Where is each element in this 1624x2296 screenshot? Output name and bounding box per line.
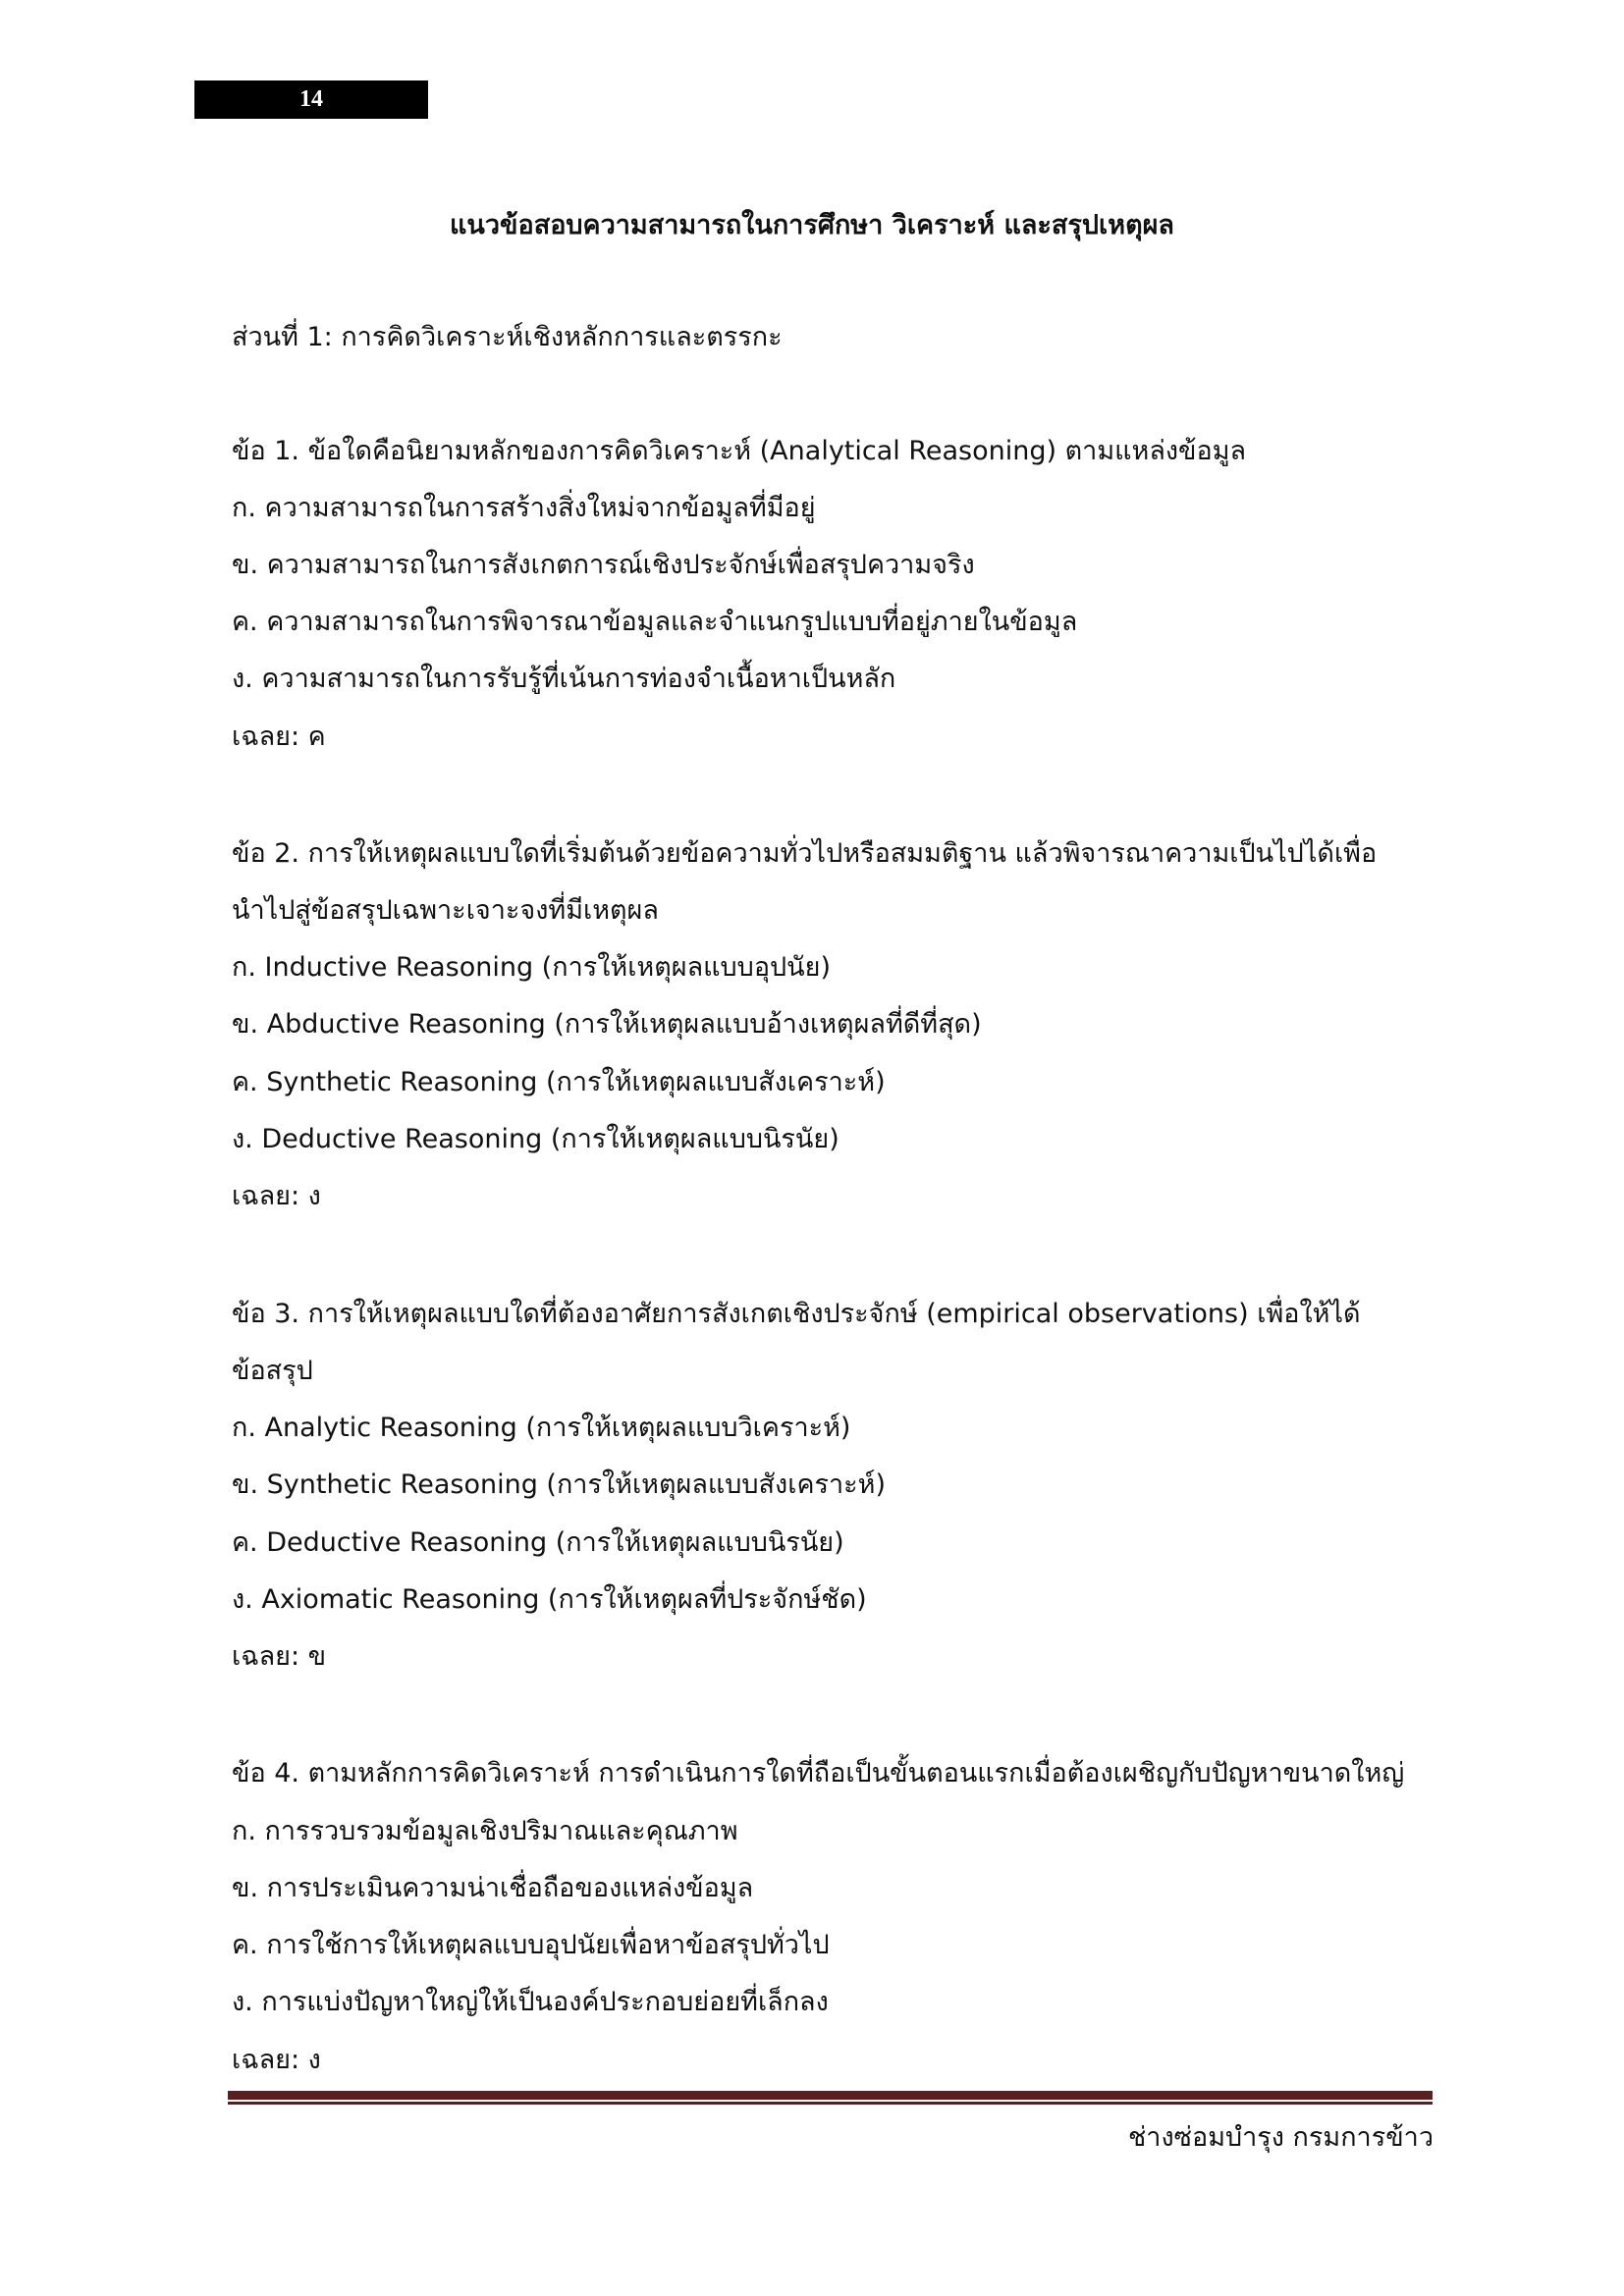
choice-a: ก. การรวบรวมข้อมูลเชิงปริมาณและคุณภาพ bbox=[232, 1816, 738, 1846]
choice-b: ข. Synthetic Reasoning (การให้เหตุผลแบบสังเคราะห์) bbox=[232, 1469, 886, 1500]
question-text: ข้อ 1. ข้อใดคือนิยามหลักของการคิดวิเคราะห์ (Analytical Reasoning) ตามแหล่งข้อมูล bbox=[232, 436, 1247, 466]
choice-b: ข. Abductive Reasoning (การให้เหตุผลแบบอ้างเหตุผลที่ดีที่สุด) bbox=[232, 1009, 982, 1040]
answer: เฉลย: ข bbox=[232, 1641, 327, 1672]
choice-c: ค. ความสามารถในการพิจารณาข้อมูลและจำแนกรูปแบบที่อยู่ภายในข้อมูล bbox=[232, 607, 1078, 637]
choice-a: ก. Inductive Reasoning (การให้เหตุผลแบบอุปนัย) bbox=[232, 952, 831, 983]
answer: เฉลย: ค bbox=[232, 721, 326, 752]
footer-organization: ช่างซ่อมบำรุง กรมการข้าว bbox=[1127, 2122, 1434, 2153]
choice-d: ง. ความสามารถในการรับรู้ที่เน้นการท่องจำเนื้อหาเป็นหลัก bbox=[232, 664, 896, 694]
choice-c: ค. การใช้การให้เหตุผลแบบอุปนัยเพื่อหาข้อสรุปทั่วไป bbox=[232, 1930, 830, 1960]
question-text: ข้อ 3. การให้เหตุผลแบบใดที่ต้องอาศัยการสังเกตเชิงประจักษ์ (empirical observations) เพื่อให้ได้ bbox=[232, 1299, 1361, 1329]
choice-d: ง. Deductive Reasoning (การให้เหตุผลแบบนิรนัย) bbox=[232, 1124, 839, 1154]
page-number: 14 bbox=[194, 80, 428, 119]
question-text-continued: นำไปสู่ข้อสรุปเฉพาะเจาะจงที่มีเหตุผล bbox=[232, 895, 659, 926]
choice-d: ง. การแบ่งปัญหาใหญ่ให้เป็นองค์ประกอบย่อยที่เล็กลง bbox=[232, 1987, 829, 2017]
footer-divider-thin bbox=[228, 2102, 1433, 2105]
choice-c: ค. Deductive Reasoning (การให้เหตุผลแบบนิรนัย) bbox=[232, 1527, 844, 1558]
choice-b: ข. การประเมินความน่าเชื่อถือของแหล่งข้อมูล bbox=[232, 1873, 754, 1903]
question-text: ข้อ 4. ตามหลักการคิดวิเคราะห์ การดำเนินการใดที่ถือเป็นขั้นตอนแรกเมื่อต้องเผชิญกับปัญหาขนาดใหญ่ bbox=[232, 1758, 1405, 1789]
answer: เฉลย: ง bbox=[232, 2045, 321, 2075]
footer-divider-thick bbox=[228, 2091, 1433, 2100]
document-title: แนวข้อสอบความสามารถในการศึกษา วิเคราะห์ และสรุปเหตุผล bbox=[450, 210, 1174, 240]
choice-a: ก. ความสามารถในการสร้างสิ่งใหม่จากข้อมูลที่มีอยู่ bbox=[232, 493, 816, 523]
answer: เฉลย: ง bbox=[232, 1181, 321, 1211]
choice-b: ข. ความสามารถในการสังเกตการณ์เชิงประจักษ์เพื่อสรุปความจริง bbox=[232, 550, 975, 580]
choice-a: ก. Analytic Reasoning (การให้เหตุผลแบบวิเคราะห์) bbox=[232, 1413, 851, 1443]
question-text: ข้อ 2. การให้เหตุผลแบบใดที่เริ่มต้นด้วยข้อความทั่วไปหรือสมมติฐาน แล้วพิจารณาความเป็นไปได้เพื่อ bbox=[232, 838, 1378, 869]
choice-c: ค. Synthetic Reasoning (การให้เหตุผลแบบสังเคราะห์) bbox=[232, 1067, 886, 1097]
section-heading: ส่วนที่ 1: การคิดวิเคราะห์เชิงหลักการและตรรกะ bbox=[232, 322, 783, 352]
choice-d: ง. Axiomatic Reasoning (การให้เหตุผลที่ประจักษ์ชัด) bbox=[232, 1584, 867, 1615]
question-text-continued: ข้อสรุป bbox=[232, 1356, 313, 1386]
